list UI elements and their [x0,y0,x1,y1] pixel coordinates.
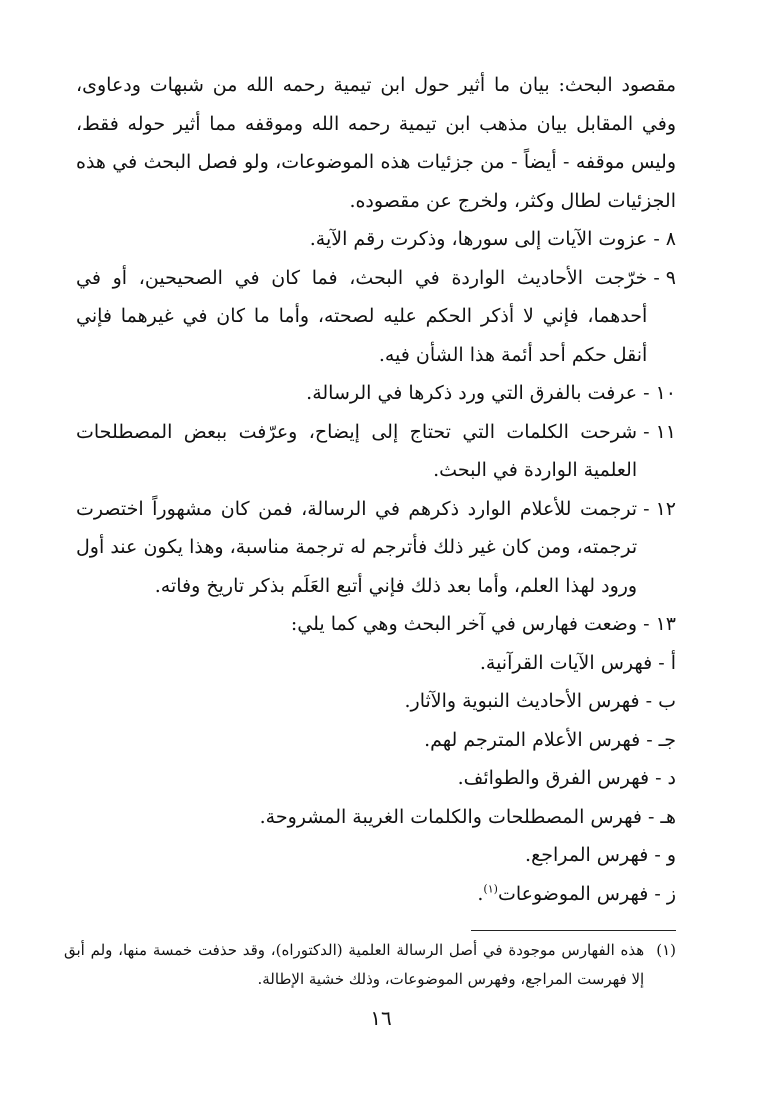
item-text: شرحت الكلمات التي تحتاج إلى إيضاح، وعرّفت ببعض المصطلحات العلمية الواردة في البحث. [76,420,638,481]
list-item [76,490,676,606]
list-item [76,413,676,490]
index-item-text: ز - فهرس الموضوعات [497,882,676,905]
index-item: و - فهرس المراجع. [525,844,676,866]
item-number: ١٣ - [643,613,676,635]
footnote-text: هذه الفهارس موجودة في أصل الرسالة العلمية (الدكتوراه)، وقد حذفت خمسة منها، ولم أبق إلا فهرست المراجع، وفهرس الموضوعات، وذلك خشية الإطالة. [64,941,645,988]
index-item-last [76,875,676,914]
item-number: ٩ - [653,266,676,289]
index-item: ب - فهرس الأحاديث النبوية والآثار. [404,690,676,712]
index-item: د - فهرس الفرق والطوائف. [457,767,676,789]
item-text: وضعت فهارس في آخر البحث وهي كما يلي: [290,613,638,635]
list-item [76,374,676,413]
footnote-divider [471,930,676,931]
index-item: جـ - فهرس الأعلام المترجم لهم. [424,728,676,751]
footnote [64,936,676,994]
footnote-reference[interactable]: (١) [483,882,498,896]
index-item-end: . [477,882,484,905]
item-number: ١٢ - [643,497,676,520]
page-number: ١٦ [370,1006,392,1030]
item-text: خرّجت الأحاديث الواردة في البحث، فما كان في الصحيحين، أو في أحدهما، فإني لا أذكر الحكم عليه لصحته، وأما ما كان في غيرهما فإني أنقل حكم أحد أئمة هذا الشأن فيه. [76,266,648,366]
index-item: أ - فهرس الآيات القرآنية. [479,651,676,674]
list-item [76,220,676,259]
item-text: عرفت بالفرق التي ورد ذكرها في الرسالة. [306,382,638,404]
item-number: ١١ - [643,420,676,443]
item-number: ١٠ - [643,382,676,404]
footnote-number: (١) [656,941,676,959]
list-item [76,259,676,375]
body-text [76,66,676,913]
list-item [76,605,676,644]
item-text: ترجمت للأعلام الوارد ذكرهم في الرسالة، فمن كان مشهوراً اختصرت ترجمته، ومن كان غير ذلك فأترجم له ترجمة مناسبة، وهذا يكون عند أول ورود لهذا العلم، وأما بعد ذلك فإني أتبع العَلَم بذكر تاريخ وفاته. [76,497,638,597]
item-number: ٨ - [653,228,676,250]
intro-paragraph: مقصود البحث: بيان ما أثير حول ابن تيمية رحمه الله من شبهات ودعاوى، وفي المقابل بيان مذهب ابن تيمية رحمه الله وموقفه مما أثير حوله فقط، وليس موقفه - أيضاً - من جزئيات هذه الموضوعات، ولو فصل البحث في هذه الجزئيات لطال وكثر، ولخرج عن مقصوده. [76,74,676,212]
item-text: عزوت الآيات إلى سورها، وذكرت رقم الآية. [309,228,648,250]
index-item: هـ - فهرس المصطلحات والكلمات الغريبة المشروحة. [259,805,676,828]
